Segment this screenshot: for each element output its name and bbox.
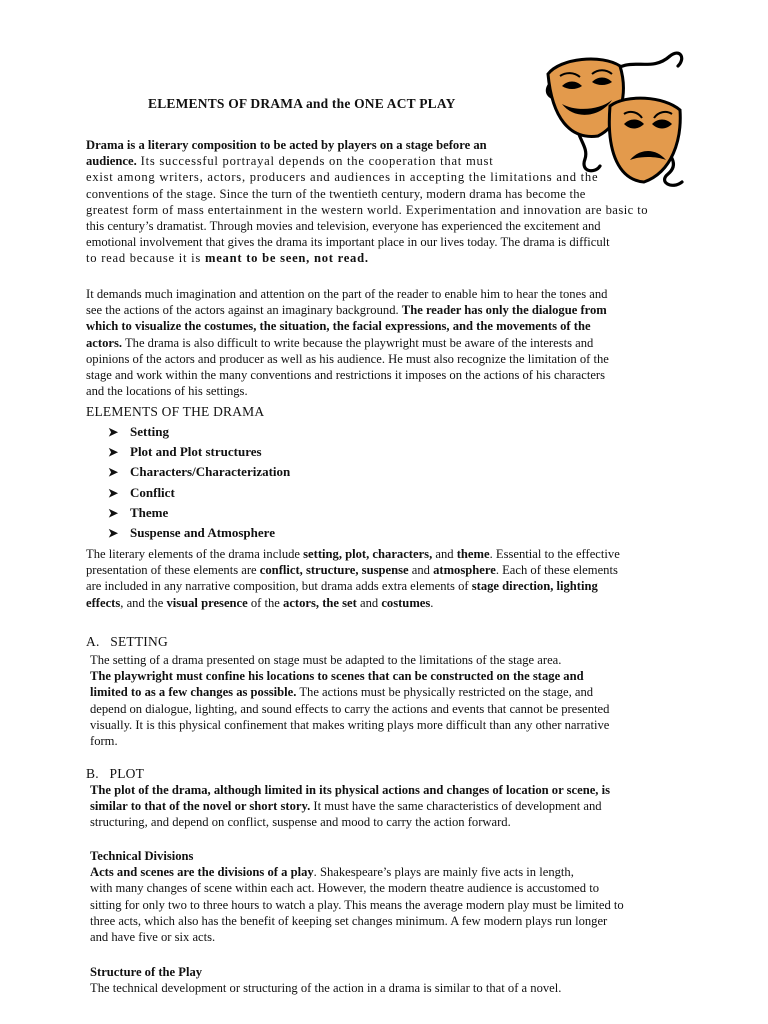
setting-paragraph: The setting of a drama presented on stage must be adapted to the limitations of the stage area. The playwright must confine his locations to scenes that can be constructed on the stage and limited to as a few changes as possible. The actions must be physically restricted on the stage, and depend on dialogue, lighting, and sound effects to carry the actions and events that cannot be presented visually. It is this physical confinement that makes writing plays more difficult than any other narrative form. (90, 653, 610, 749)
intro-line: exist among writers, actors, producers and audiences in accepting the limitations and the (86, 170, 599, 185)
intro-line: meant to be seen, not read. (204, 251, 369, 266)
intro-line: Drama is a literary composition to be acted by players on a stage before an (86, 138, 487, 152)
technical-section: Technical Divisions Acts and scenes are the divisions of a play. Shakespeare’s plays are mainly five acts in length, with many changes of scene within each act. However, the modern theatre audience is accustomed to sitting for only two to three hours to watch a play. This means the average modern play must be limited to three acts, which also has the benefit of keeping set changes minimum. A few modern plays run longer and have five or six acts. (90, 849, 624, 945)
intro-line: conventions of the stage. Since the turn of the twentieth century, modern drama has become the (86, 186, 586, 201)
para2-line: stage and work within the many conventions and restrictions it imposes on the actions of his characters (86, 368, 606, 383)
arrow-bullet-icon: ➤ (108, 465, 119, 479)
intro-line: to read because it is (86, 251, 205, 266)
structure-heading: Structure of the Play (90, 965, 203, 979)
intro-line: Its successful portrayal depends on the cooperation that must (136, 154, 494, 169)
para2-line: which to visualize the costumes, the situation, the facial expressions, and the movements of the (86, 319, 591, 334)
para2-line: The drama is also difficult to write because the playwright must be aware of the interests and (122, 335, 594, 350)
intro-paragraph (86, 137, 686, 267)
arrow-bullet-icon: ➤ (108, 506, 119, 520)
para2-line: see the actions of the actors against an imaginary background. (86, 303, 402, 318)
arrow-bullet-icon: ➤ (108, 526, 119, 540)
intro-line: this century’s dramatist. Through movies and television, everyone has experienced the excitement and (86, 219, 601, 234)
plot-heading: B. PLOT (86, 766, 145, 781)
list-item: ➤ Plot and Plot structures (108, 444, 262, 459)
intro-line: emotional involvement that gives the drama its important place in our lives today. The drama is difficult (86, 235, 610, 250)
list-item: ➤ Theme (108, 505, 169, 520)
plot-paragraph: The plot of the drama, although limited in its physical actions and changes of location or scene, is similar to that of the novel or short story. It must have the same characteristics of development and structuring, and depend on conflict, suspense and mood to carry the action forward. (90, 783, 610, 830)
arrow-bullet-icon: ➤ (108, 445, 119, 459)
list-item: ➤ Characters/Characterization (108, 464, 291, 479)
page-title: ELEMENTS OF DRAMA and the ONE ACT PLAY (148, 96, 456, 111)
para2-line: It demands much imagination and attention on the part of the reader to enable him to hear the tones and (86, 287, 608, 301)
setting-heading: A. SETTING (86, 634, 168, 649)
elements-heading: ELEMENTS OF THE DRAMA (86, 404, 265, 419)
para2-line: The reader has only the dialogue from (401, 303, 607, 318)
para2-line: actors. (86, 335, 123, 350)
para2-line: opinions of the actors and producer as well as his audience. He must also recognize the limitation of the (86, 351, 609, 366)
technical-heading: Technical Divisions (90, 849, 194, 863)
intro-line: audience. (86, 154, 137, 169)
structure-section: Structure of the Play The technical development or structuring of the action in a drama is similar to that of a novel. (90, 965, 562, 996)
paragraph-3: The literary elements of the drama include setting, plot, characters, and theme. Essential to the effective presentation of these elements are conflict, structure, suspense and atmosphere. Each of these elements are included in any narrative composition, but drama adds extra elements of stage direction, lighting effects, and the visual presence of the actors, the set and costumes. (86, 547, 620, 610)
para2-line: and the locations of his settings. (86, 384, 248, 399)
list-item: ➤ Suspense and Atmosphere (108, 525, 275, 540)
arrow-bullet-icon: ➤ (108, 425, 119, 439)
list-item: ➤ Setting (108, 424, 169, 439)
arrow-bullet-icon: ➤ (108, 486, 119, 500)
list-item: ➤ Conflict (108, 485, 175, 500)
paragraph-2 (86, 286, 686, 399)
intro-line: greatest form of mass entertainment in the western world. Experimentation and innovation are basic to (86, 202, 648, 217)
